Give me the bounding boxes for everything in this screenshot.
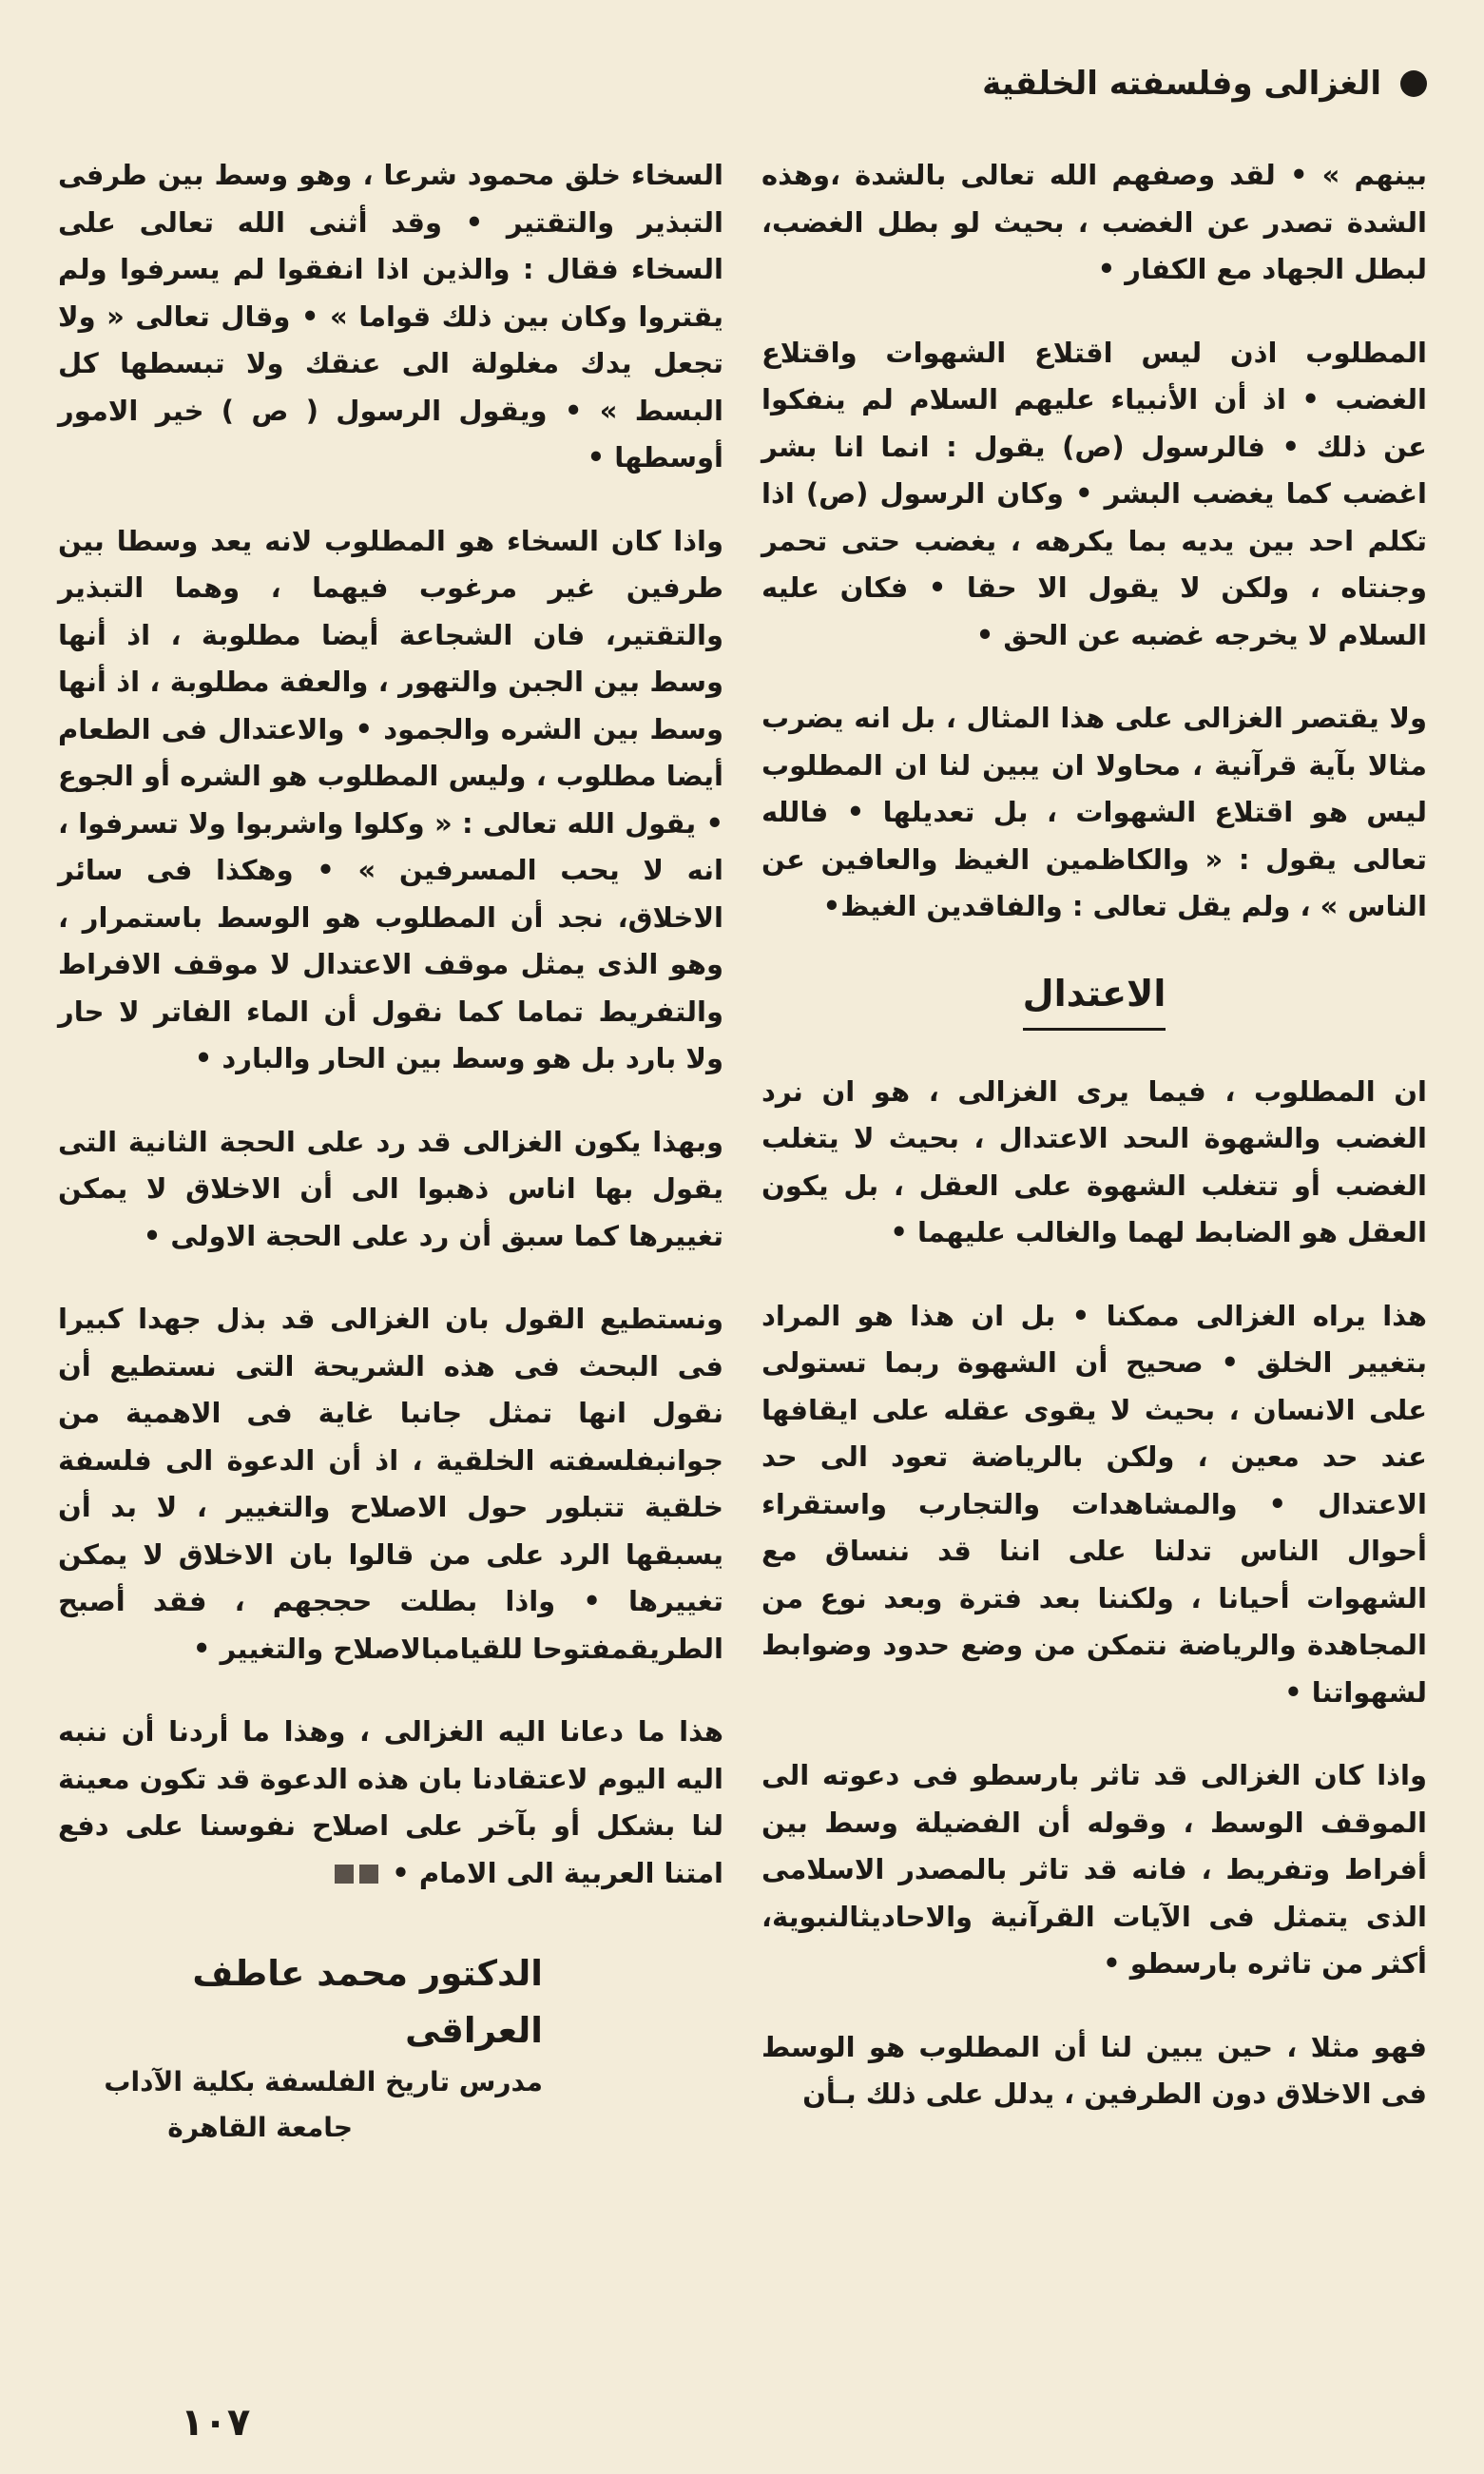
header-bullet-icon (1400, 70, 1427, 97)
end-of-article-icon (329, 1851, 378, 1899)
paragraph: ونستطيع القول بان الغزالى قد بذل جهدا كبيرا فى البحث فى هذه الشريحة التى نستطيع أن نقول انها تمثل جانبا غاية فى الاهمية من جوانبفلسفته الخلقية ، اذ أن الدعوة الى فلسفة خلقية تتبلور حول الاصلاح والتغيير ، لا بد أن يسبقها الرد على من قالوا بان الاخلاق لا يمكن تغييرها • واذا بطلت حججهم ، فقد أصبح الطريقمفتوحا للقيامبالاصلاح والتغيير • (58, 1303, 723, 1665)
author-university: جامعة القاهرة (167, 2112, 353, 2144)
closing-paragraph (58, 1709, 723, 1898)
paragraph: السخاء خلق محمود شرعا ، وهو وسط بين طرفى التبذير والتقتير • وقد أثنى الله تعالى على السخاء فقال : والذين اذا انفقوا لم يسرفوا ولم يقتروا وكان بين ذلك قواما » • وقال تعالى « ولا تجعل يدك مغلولة الى عنقك ولا تبسطها كل البسط » • ويقول الرسول ( ص ) خير الامور أوسطها • (58, 159, 723, 474)
left-column (58, 152, 723, 2151)
paragraph: وبهذا يكون الغزالى قد رد على الحجة الثانية التى يقول بها اناس ذهبوا الى أن الاخلاق لا يمكن تغييرها كما سبق أن رد على الحجة الاولى • (58, 1125, 723, 1252)
paragraph: هذا يراه الغزالى ممكنا • بل ان هذا هو المراد بتغيير الخلق • صحيح أن الشهوة ربما تستولى على الانسان ، بحيث لا يقوى عقله على ايقافها عند حد معين ، ولكن بالرياضة تعود الى حد الاعتدال • والمشاهدات والتجارب واستقراء أحوال الناس تدلنا على اننا قد ننساق مع الشهوات أحيانا ، ولكننا بعد فترة وبعد نوع من المجاهدة والرياضة نتمكن من وضع حدود وضوابط لشهواتنا • (761, 1299, 1427, 1709)
header-title: الغزالى وفلسفته الخلقية (982, 65, 1381, 103)
paragraph: ولا يقتصر الغزالى على هذا المثال ، بل انه يضرب مثالا بآية قرآنية ، محاولا ان يبين لنا ان المطلوب ليس هو اقتلاع الشهوات ، بل تعديلها • فالله تعالى يقول : « والكاظمين الغيظ والعافين عن الناس » ، ولم يقل تعالى : والفاقدين الغيظ• (761, 702, 1427, 922)
page-number: ١٠٧ (181, 2401, 251, 2445)
section-underline (1023, 1028, 1166, 1031)
paragraph: واذا كان الغزالى قد تاثر بارسطو فى دعوته الى الموقف الوسط ، وقوله أن الفضيلة وسط بين أفراط وتفريط ، فانه قد تاثر بالمصدر الاسلامى الذى يتمثل فى الآيات القرآنية والاحاديثالنبوية، أكثر من تاثره بارسطو • (761, 1759, 1427, 1980)
paragraph: واذا كان السخاء هو المطلوب لانه يعد وسطا بين طرفين غير مرغوب فيهما ، وهما التبذير والتقتير، فان الشجاعة أيضا مطلوبة ، اذ أنها وسط بين الجبن والتهور ، والعفة مطلوبة ، اذ أنها وسط بين الشره والجمود • والاعتدال فى الطعام أيضا مطلوب ، وليس المطلوب هو الشره أو الجوع • يقول الله تعالى : « وكلوا واشربوا ولا تسرفوا ، انه لا يحب المسرفين » • وهكذا فى سائر الاخلاق، نجد أن المطلوب هو الوسط باستمرار ، وهو الذى يمثل موقف الاعتدال لا موقف الافراط والتفريط تماما كما نقول أن الماء الفاتر لا حار ولا بارد بل هو وسط بين الحار والبارد • (58, 524, 723, 1074)
running-header (57, 55, 1427, 112)
paragraph: المطلوب اذن ليس اقتلاع الشهوات واقتلاع الغضب • اذ أن الأنبياء عليهم السلام لم ينفكوا عن ذلك • فالرسول (ص) يقول : انما انا بشر اغضب كما يغضب البشر • وكان الرسول (ص) اذا تكلم احد بين يديه بما يكرهه ، يغضب حتى تحمر وجنتاه ، ولكن لا يقول الا حقا • فكان عليه السلام لا يخرجه غضبه عن الحق • (761, 336, 1427, 651)
section-heading (761, 967, 1427, 1031)
closing-paragraph-text: هذا ما دعانا اليه الغزالى ، وهذا ما أردنا أن ننبه اليه اليوم لاعتقادنا بان هذه الدعوة قد تكون معينة لنا بشكل أو بآخر على اصلاح نفوسنا على دفع امتنا العربية الى الامام • (57, 1715, 723, 1889)
author-name: الدكتور محمد عاطف العراقى (192, 1953, 543, 2052)
right-column (761, 152, 1427, 2155)
section-title: الاعتدال (1022, 972, 1166, 1015)
author-signature (58, 1945, 723, 2151)
paragraph: ان المطلوب ، فيما يرى الغزالى ، هو ان نرد الغضب والشهوة الىحد الاعتدال ، بحيث لا يتغلب الغضب أو تتغلب الشهوة على العقل ، بل يكون العقل هو الضابط لهما والغالب عليهما • (761, 1074, 1427, 1248)
paragraph: فهو مثلا ، حين يبين لنا أن المطلوب هو الوسط فى الاخلاق دون الطرفين ، يدلل على ذلك بـأن (761, 2030, 1427, 2110)
paragraph: بينهم » • لقد وصفهم الله تعالى بالشدة ،وهذه الشدة تصدر عن الغضب ، بحيث لو بطل الغضب، لبطل الجهاد مع الكفار • (761, 159, 1427, 285)
author-title: مدرس تاريخ الفلسفة بكلية الآداب (104, 2066, 543, 2098)
